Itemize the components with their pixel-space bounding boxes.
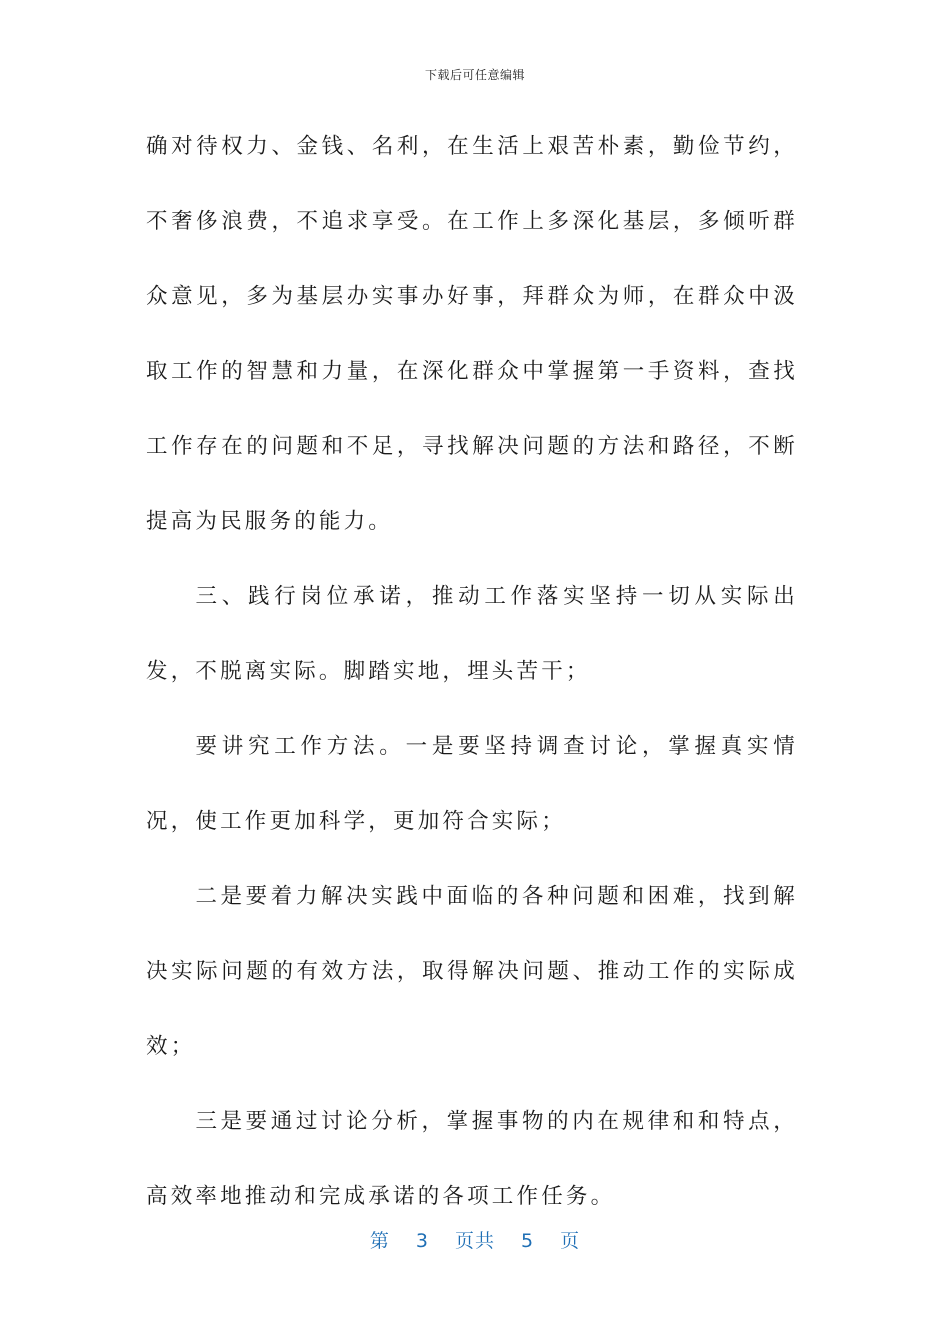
- paragraph-section-three: 三、践行岗位承诺，推动工作落实坚持一切从实际出发，不脱离实际。脚踏实地，埋头苦干；: [146, 584, 798, 684]
- paragraph-work-method: 要讲究工作方法。一是要坚持调查讨论，掌握真实情况，使工作更加科学，更加符合实际；: [146, 734, 798, 834]
- footer-total-pages: 5: [521, 1230, 535, 1252]
- footer-current-page: 3: [415, 1230, 429, 1252]
- paragraph-point-three: 三是要通过讨论分析，掌握事物的内在规律和和特点，高效率地推动和完成承诺的各项工作任务。: [146, 1109, 798, 1209]
- page-header-note: 下载后可任意编辑: [424, 68, 525, 82]
- footer-prefix: 第: [369, 1230, 390, 1252]
- page-footer: [0, 1226, 950, 1253]
- paragraph-continuation: 确对待权力、金钱、名利，在生活上艰苦朴素，勤俭节约，不奢侈浪费，不追求享受。在工作上多深化基层，多倾听群众意见，多为基层办实事办好事，拜群众为师，在群众中汲取工作的智慧和力量，在深化群众中掌握第一手资料，查找工作存在的问题和不足，寻找解决问题的方法和路径，不断提高为民服务的能力。: [146, 134, 798, 534]
- footer-suffix: 页: [560, 1230, 581, 1252]
- footer-middle: 页共: [454, 1230, 495, 1252]
- document-body: [146, 109, 798, 1234]
- paragraph-point-two: 二是要着力解决实践中面临的各种问题和困难，找到解决实际问题的有效方法，取得解决问题、推动工作的实际成效；: [146, 884, 798, 1059]
